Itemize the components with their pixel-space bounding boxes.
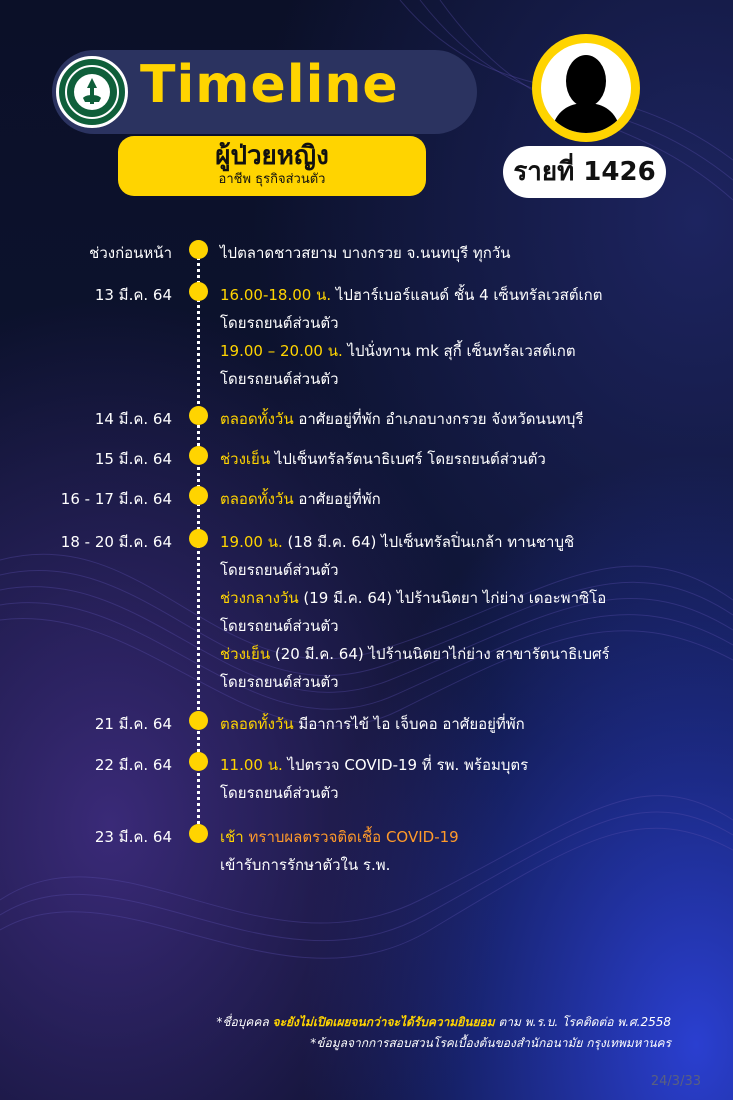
timeline-date: 23 มี.ค. 64	[94, 828, 172, 846]
event-description: (20 มี.ค. 64) ไปร้านนิตยาไก่ย่าง สาขารัตนาธิเบศร์	[270, 645, 610, 663]
event-time-highlight: ตลอดทั้งวัน	[220, 410, 294, 428]
event-description: มีอาการไข้ ไอ เจ็บคอ อาศัยอยู่ที่พัก	[293, 715, 525, 733]
timeline-event-line	[220, 339, 576, 363]
event-description: โดยรถยนต์ส่วนตัว	[220, 617, 339, 635]
timeline-event-line	[220, 614, 339, 638]
event-description: ไปตรวจ COVID-19 ที่ รพ. พร้อมบุตร	[282, 756, 529, 774]
event-time-highlight: 19.00 น.	[220, 533, 283, 551]
timeline-event-line	[220, 447, 546, 471]
timeline-dot	[189, 240, 208, 259]
event-time-highlight: เช้า	[220, 828, 244, 846]
timeline-event-line	[220, 853, 390, 877]
event-description: อาศัยอยู่ที่พัก อำเภอบางกรวย จังหวัดนนทบุรี	[293, 410, 584, 428]
timeline-event-line	[220, 781, 339, 805]
event-description: ไปฮาร์เบอร์แลนด์ ชั้น 4 เซ็นทรัลเวสต์เกต	[331, 286, 603, 304]
timeline-dot	[189, 711, 208, 730]
timeline-dot	[189, 406, 208, 425]
event-description: (18 มี.ค. 64) ไปเซ็นทรัลปิ่นเกล้า ทานชาบูชิ	[282, 533, 575, 551]
timeline-event-line	[220, 367, 339, 391]
event-time-highlight: ช่วงเย็น	[220, 645, 271, 663]
timeline-event-line	[220, 283, 603, 307]
event-description: โดยรถยนต์ส่วนตัว	[220, 370, 339, 388]
event-time-highlight: 19.00 – 20.00 น.	[220, 342, 343, 360]
occupation-label: อาชีพ ธุรกิจส่วนตัว	[218, 172, 326, 187]
timeline-event-line	[220, 311, 339, 335]
event-description: โดยรถยนต์ส่วนตัว	[220, 561, 339, 579]
timeline-event-line	[220, 670, 339, 694]
timeline-event-line	[220, 558, 339, 582]
event-description: (19 มี.ค. 64) ไปร้านนิตยา ไก่ย่าง เดอะพาซิโอ	[298, 589, 607, 607]
consent-note-highlight: จะยังไม่เปิดเผยจนกว่าจะได้รับความยินยอม	[272, 1015, 495, 1029]
page-title: Timeline	[140, 55, 399, 115]
timeline-event-line	[220, 712, 525, 736]
timeline-event-line	[220, 642, 610, 666]
event-time-highlight: ตลอดทั้งวัน	[220, 715, 294, 733]
case-number-badge: รายที่ 1426	[503, 146, 666, 198]
timeline-event-line	[220, 487, 381, 511]
timeline-event-line	[220, 407, 584, 431]
published-date: 24/3/33	[650, 1074, 701, 1089]
event-result-highlight: ทราบผลตรวจติดเชื้อ COVID-19	[243, 828, 459, 846]
timeline-event-line	[220, 530, 574, 554]
event-description: โดยรถยนต์ส่วนตัว	[220, 314, 339, 332]
event-time-highlight: 16.00-18.00 น.	[220, 286, 332, 304]
timeline-date: 15 มี.ค. 64	[94, 450, 172, 468]
timeline-date: 14 มี.ค. 64	[94, 410, 172, 428]
event-description: โดยรถยนต์ส่วนตัว	[220, 784, 339, 802]
event-time-highlight: 11.00 น.	[220, 756, 283, 774]
event-time-highlight: ตลอดทั้งวัน	[220, 490, 294, 508]
event-description: ไปนั่งทาน mk สุกี้ เซ็นทรัลเวสต์เกต	[342, 342, 576, 360]
event-description: ไปเซ็นทรัลรัตนาธิเบศร์ โดยรถยนต์ส่วนตัว	[270, 450, 546, 468]
timeline-dot	[189, 824, 208, 843]
timeline-event-line	[220, 753, 528, 777]
timeline-event-line	[220, 586, 606, 610]
event-description: อาศัยอยู่ที่พัก	[293, 490, 381, 508]
timeline-date: 18 - 20 มี.ค. 64	[60, 533, 172, 551]
event-description: ไปตลาดชาวสยาม บางกรวย จ.นนทบุรี ทุกวัน	[220, 244, 511, 262]
timeline-date: 21 มี.ค. 64	[94, 715, 172, 733]
event-time-highlight: ช่วงกลางวัน	[220, 589, 299, 607]
timeline-date: 13 มี.ค. 64	[94, 286, 172, 304]
timeline-date: 16 - 17 มี.ค. 64	[60, 490, 172, 508]
timeline-dot	[189, 752, 208, 771]
patient-label: ผู้ป่วยหญิง	[215, 141, 329, 171]
timeline-event-line	[220, 241, 511, 265]
timeline-dot	[189, 446, 208, 465]
timeline-date: ช่วงก่อนหน้า	[89, 244, 172, 262]
event-description: เข้ารับการรักษาตัวใน ร.พ.	[220, 856, 391, 874]
timeline-dot	[189, 282, 208, 301]
event-description: โดยรถยนต์ส่วนตัว	[220, 673, 339, 691]
event-time-highlight: ช่วงเย็น	[220, 450, 271, 468]
timeline-dot	[189, 529, 208, 548]
timeline-event-line	[220, 825, 459, 849]
timeline-dot	[189, 486, 208, 505]
timeline-date: 22 มี.ค. 64	[94, 756, 172, 774]
consent-note: *ชื่อบุคคล จะยังไม่เปิดเผยจนกว่าจะได้รับความยินยอม ตาม พ.ร.บ. โรคติดต่อ พ.ศ.2558	[216, 1015, 671, 1029]
source-note: *ข้อมูลจากการสอบสวนโรคเบื้องต้นของสำนักอนามัย กรุงเทพมหานคร	[310, 1036, 671, 1050]
